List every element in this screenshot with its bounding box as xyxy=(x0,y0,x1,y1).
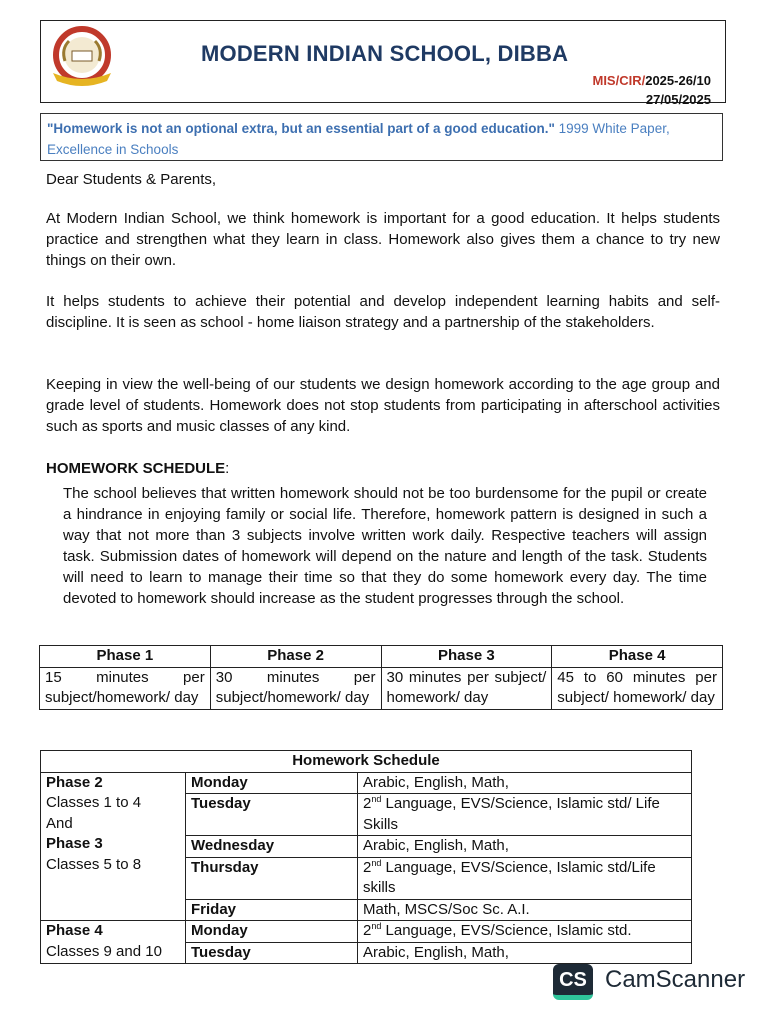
ordinal: 2 xyxy=(363,922,372,939)
homework-schedule-table xyxy=(40,750,692,964)
phase-header: Phase 1 xyxy=(40,646,211,668)
subjects-text: Language, EVS/Science, Islamic std. xyxy=(381,922,632,939)
camscanner-label: CamScanner xyxy=(605,966,746,993)
subjects-cell xyxy=(358,857,692,899)
ordinal-suffix: nd xyxy=(371,921,382,931)
subjects-text: Arabic, English, Math, xyxy=(363,773,509,791)
ordinal: 2 xyxy=(363,795,372,812)
and-label: And xyxy=(46,814,73,832)
subjects-text: Language, EVS/Science, Islamic std/Life skills xyxy=(363,858,656,896)
day-cell: Thursday xyxy=(186,857,358,899)
table-row xyxy=(40,667,723,709)
subjects-cell xyxy=(358,836,692,858)
ordinal: 2 xyxy=(363,858,372,876)
quote-text: "Homework is not an optional extra, but an essential part of a good education." xyxy=(47,121,555,136)
table-row xyxy=(41,772,692,794)
camscanner-logo-icon: CS xyxy=(553,964,593,1000)
day-cell: Tuesday xyxy=(186,794,358,836)
day-cell: Monday xyxy=(186,772,358,794)
letterhead xyxy=(40,20,726,107)
day-cell: Friday xyxy=(186,899,358,921)
subjects-text: Math, MSCS/Soc Sc. A.I. xyxy=(363,900,530,918)
ordinal-suffix: nd xyxy=(371,857,382,868)
table-row xyxy=(41,921,692,943)
circular-date: 27/05/2025 xyxy=(645,92,711,107)
phase-header: Phase 4 xyxy=(552,646,723,668)
phase-time-table xyxy=(39,645,723,710)
camscanner-watermark xyxy=(553,964,758,1004)
classes-label: Classes 5 to 8 xyxy=(46,855,142,873)
phase-label: Phase 4 xyxy=(46,922,103,939)
phase-group-cell xyxy=(41,772,186,921)
school-name: MODERN INDIAN SCHOOL, DIBBA xyxy=(201,41,569,66)
paragraph-1: At Modern Indian School, we think homework is important for a good education. It helps students practice and strengthen what they learn in class. Homework also gives them a chance to try new things on their own. xyxy=(46,210,720,269)
subjects-cell xyxy=(358,772,692,794)
subjects-cell xyxy=(358,942,692,964)
classes-label: Classes 1 to 4 xyxy=(46,794,142,811)
table-caption: Homework Schedule xyxy=(41,751,692,773)
quote-source: 1999 White Paper, Excellence in Schools xyxy=(47,121,670,157)
subjects-cell xyxy=(358,899,692,921)
quote-box xyxy=(40,113,723,161)
phase-time: 45 to 60 minutes per subject/ homework/ day xyxy=(552,667,723,709)
subjects-cell xyxy=(358,794,692,836)
paragraph-4: The school believes that written homework should not be too burdensome for the pupil or create a hindrance in enjoying family or social life. Therefore, homework pattern is designed in such a way that not more than 3 subjects involve written work daily. Respective teachers will assign task. Submission dates of homework will depend on the nature and length of the task. Students will need to learn to manage their time so that they do some homework every day. The time devoted to homework should increase as the student progresses through the school. xyxy=(63,485,707,607)
subjects-text: Arabic, English, Math, xyxy=(363,943,509,961)
ref-prefix: MIS/CIR/ xyxy=(592,73,646,88)
subjects-text: Language, EVS/Science, Islamic std/ Life Skills xyxy=(363,795,660,833)
circular-reference xyxy=(592,71,711,109)
paragraph-2: It helps students to achieve their potential and develop independent learning habits and self-discipline. It is seen as school - home liaison strategy and a partnership of the stakeholders. xyxy=(46,293,720,331)
day-cell: Monday xyxy=(186,921,358,943)
ref-number: 2025-26/10 xyxy=(645,73,711,88)
phase-group-cell xyxy=(41,921,186,964)
phase-time: 15 minutes per subject/homework/ day xyxy=(40,667,211,709)
heading-text: HOMEWORK SCHEDULE xyxy=(46,460,226,477)
heading-colon: : xyxy=(225,460,230,477)
paragraph-3: Keeping in view the well-being of our students we design homework according to the age group and grade level of students. Homework does not stop students from participating in afterschool activities such as sports and music classes of any kind. xyxy=(46,376,720,435)
salutation: Dear Students & Parents, xyxy=(46,171,217,188)
phase-header: Phase 3 xyxy=(381,646,552,668)
subjects-cell xyxy=(358,921,692,943)
day-cell: Wednesday xyxy=(186,836,358,858)
day-cell: Tuesday xyxy=(186,942,358,964)
phase-label: Phase 3 xyxy=(46,835,103,852)
section-heading xyxy=(46,458,720,479)
phase-label: Phase 2 xyxy=(46,773,103,791)
subjects-text: Arabic, English, Math, xyxy=(363,837,509,854)
phase-time: 30 minutes per subject/ homework/ day xyxy=(381,667,552,709)
school-logo xyxy=(47,25,117,89)
ordinal-suffix: nd xyxy=(371,794,382,804)
phase-time: 30 minutes per subject/homework/ day xyxy=(210,667,381,709)
classes-label: Classes 9 and 10 xyxy=(46,942,162,960)
table-header-row xyxy=(40,646,723,668)
phase-header: Phase 2 xyxy=(210,646,381,668)
